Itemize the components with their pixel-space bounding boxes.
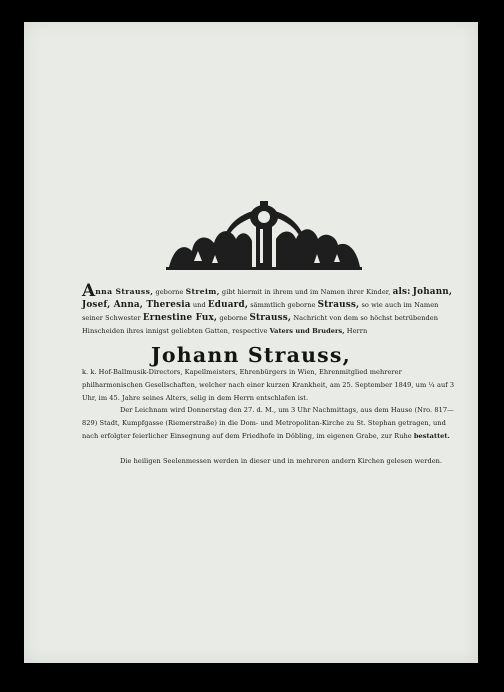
masses-paragraph: Die heiligen Seelenmessen werden in dieser und in mehreren andern Kirchen gelesen werden.: [120, 457, 443, 465]
mourning-vignette-illustration: [164, 185, 364, 275]
deceased-name-heading: Johann Strauss,: [151, 343, 351, 367]
notice-sheet: [24, 22, 478, 663]
titles-paragraph: k. k. Hof-Ballmusik-Directors, Kapellmeisters, Ehrenbürgers in Wien, Ehrenmitglied mehrerer philharmonischen Gesellschaften, welcher nach einer kurzen Krankheit, am 25. September 1849, um ¼ auf 3 Uhr, im 45. Jahre seines Alters, selig in dem Herrn entschlafen ist.: [82, 368, 455, 402]
text-run: als:: [392, 287, 411, 297]
funeral-paragraph: [82, 404, 458, 443]
surname: Strauss,: [249, 313, 292, 323]
text-run: Vaters und Bruders,: [269, 327, 345, 335]
text-run: geborne: [155, 288, 184, 296]
widow-maiden-name: Streim,: [185, 287, 220, 296]
text-run: bestattet.: [413, 432, 450, 440]
text-run: Der Leichnam wird Donnerstag den 27. d. M., um 3 Uhr Nachmittags, aus dem Hause (Nro. 817—829) Stadt, Kumpfgasse (Riemerstraße) in die Dom- und Metropolitan-Kirche zu St. Stephan getragen, und nach erfolgter feierlicher Einsegnung auf dem Friedhofe in Döbling, im eigenen Grabe, zur Ruhe: [82, 406, 454, 440]
announcement-paragraph: [82, 281, 458, 338]
text-run: Nachricht von dem so höchst betrübenden Hinscheiden ihres innigst geliebten Gatten, respective: [82, 314, 439, 335]
text-run: sämmtlich geborne: [250, 301, 316, 309]
text-run: geborne: [219, 314, 248, 322]
text-run: und: [192, 301, 206, 309]
widow-name: nna Strauss,: [95, 287, 154, 296]
text-run: Herrn: [346, 327, 368, 335]
sister-name: Ernestine Fux,: [142, 313, 218, 323]
drop-cap: A: [82, 281, 96, 301]
children-names: Johann, Josef, Anna, Theresia: [82, 287, 453, 310]
text-run: gibt hiermit in ihrem und im Namen ihrer Kinder,: [221, 288, 391, 296]
surname: Strauss,: [317, 300, 360, 310]
text-run: so wie auch im Namen seiner Schwester: [82, 301, 439, 322]
child-name-eduard: Eduard,: [207, 300, 249, 310]
